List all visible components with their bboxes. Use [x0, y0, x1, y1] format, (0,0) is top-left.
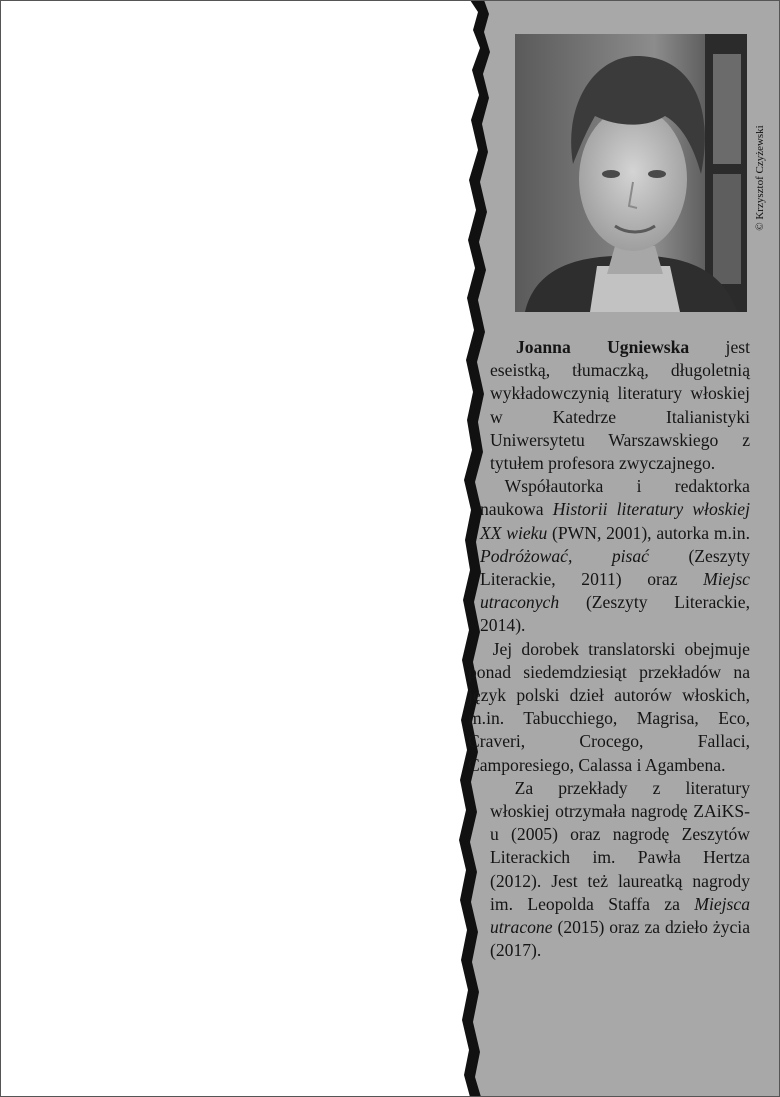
bio-p2-t2: (PWN, 2001), autorka m.in.	[547, 522, 750, 543]
author-photo	[515, 34, 747, 312]
bio-paragraph-1	[468, 336, 750, 475]
author-biography	[468, 336, 750, 962]
bio-paragraph-3	[468, 638, 750, 777]
book-title-miejsc: Miejsc utraconych	[480, 569, 750, 613]
portrait-illustration	[515, 34, 747, 312]
bio-paragraph-4	[468, 777, 750, 963]
photo-credit	[750, 40, 770, 316]
book-title-podrozowac: Podróżować, pisać	[480, 545, 649, 566]
photo-credit-text: © Krzysztof Czyżewski	[754, 125, 766, 231]
bio-p4-t2: (2015) oraz za dzieło życia (2017).	[490, 917, 750, 961]
author-name: Joanna Ugniewska	[516, 337, 690, 357]
bio-paragraph-2	[468, 475, 750, 637]
bio-p1-text: jest eseistką, tłumaczką, długoletnią wykładowczynią literatury włoskiej w Katedrze Italianistyki Uniwersytetu Warszawskiego z tytułem profesora zwyczajnego.	[490, 337, 750, 474]
bio-p4-t1: Za przekłady z literatury włoskiej otrzymała nagrodę ZAiKS-u (2005) oraz nagrodę Zeszytów Literackich im. Pawła Hertza (2012). Jest też laureatką nagrody im. Leopolda Staffa za	[490, 777, 750, 914]
bio-p2-t3: (Zeszyty Literackie, 2011) oraz	[480, 545, 751, 590]
bio-p2-t1: Współautorka i redaktorka naukowa	[480, 476, 750, 520]
bio-p3-text: Jej dorobek translatorski obejmuje ponad siedemdziesiąt przekładów na język polski dzieł autorów włoskich, m.in. Tabucchiego, Magrisa, Eco, Craveri, Crocego, Fallaci, Camporesiego, Calassa i Agambena.	[468, 638, 750, 775]
bio-p2-t4: (Zeszyty Literackie, 2014).	[480, 592, 750, 636]
book-title-miejsca-utracone: Miejsca utracone	[490, 893, 750, 938]
book-title-historii: Historii literatury włoskiej XX wieku	[480, 499, 750, 543]
